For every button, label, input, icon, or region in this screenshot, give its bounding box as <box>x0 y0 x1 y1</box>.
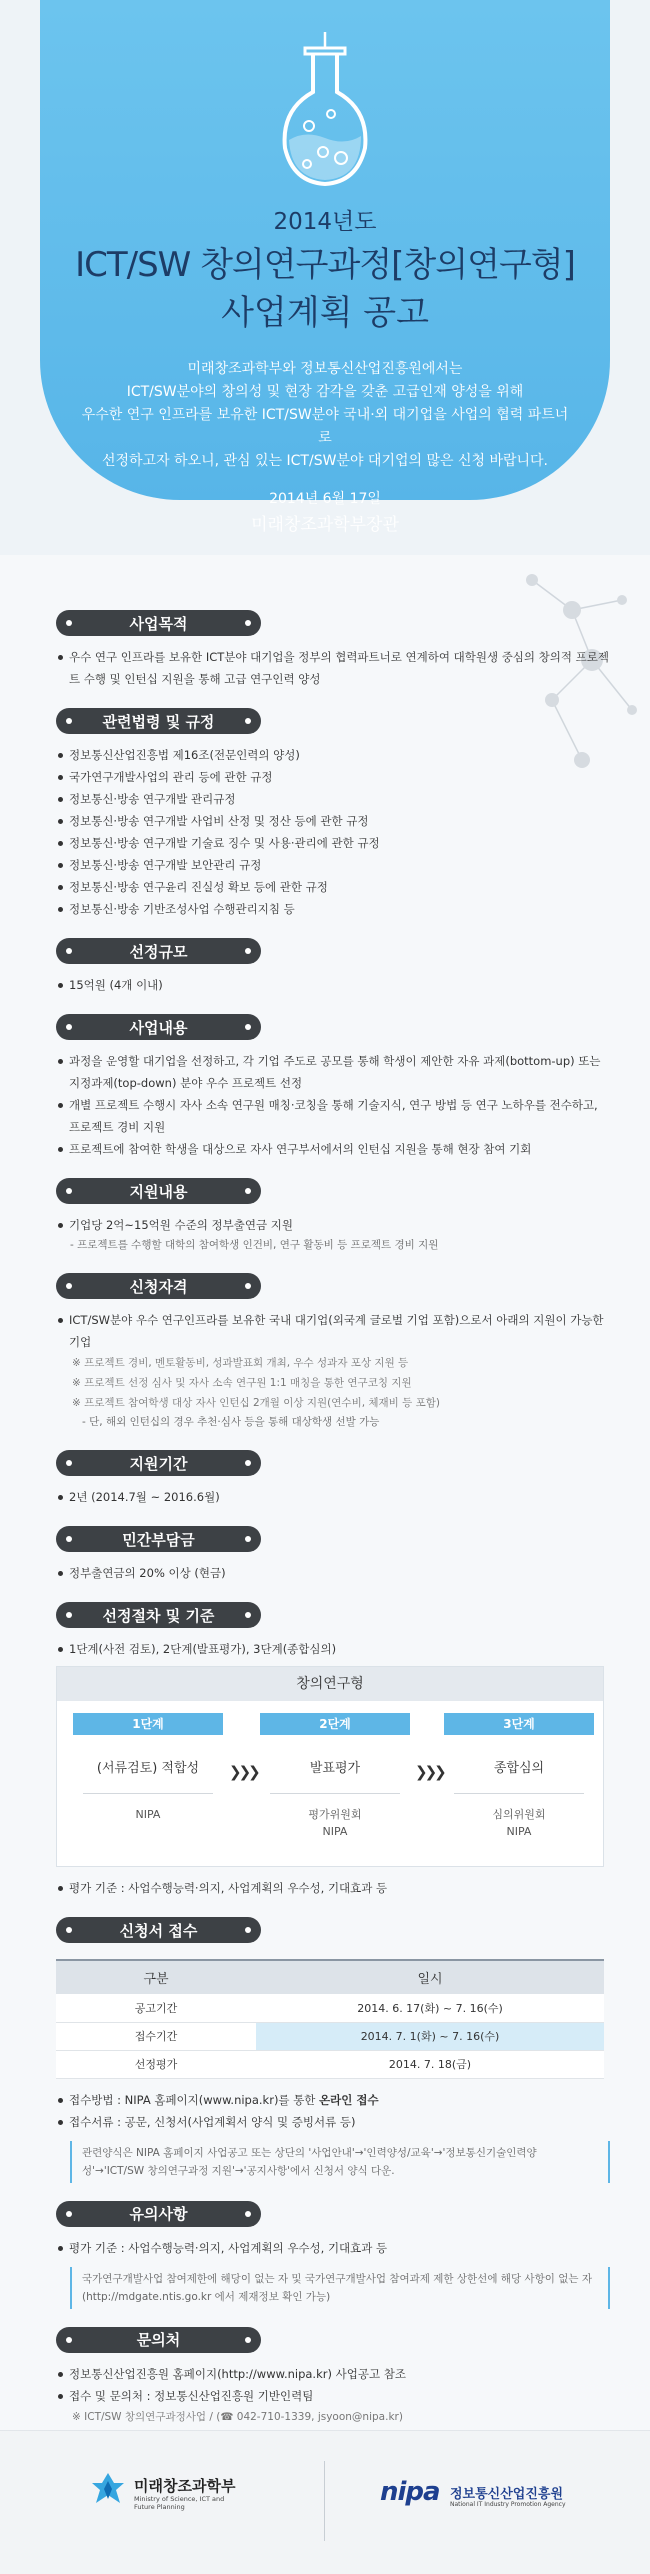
footer <box>0 2430 650 2574</box>
arrow-icon: ❯❯❯ <box>415 1763 444 1781</box>
section-header <box>56 938 261 964</box>
list-item: 15억원 (4개 이내) <box>56 974 610 996</box>
method-emphasis: 온라인 접수 <box>319 2092 379 2107</box>
section-title: 신청서 접수 <box>119 1921 198 1940</box>
intro-text <box>80 358 570 473</box>
table-row <box>56 2050 604 2078</box>
nipa-name: 정보통신산업진흥원 <box>450 2487 564 2502</box>
list-item: 국가연구개발사업의 관리 등에 관한 규정 <box>56 766 610 788</box>
process-diagram <box>56 1666 604 1867</box>
list-item: 2년 (2014.7월 ~ 2016.6월) <box>56 1486 610 1508</box>
stage-name: 종합심의 <box>493 1761 545 1776</box>
list-item <box>56 2089 610 2111</box>
section-contact <box>56 2327 610 2427</box>
section-title: 지원기간 <box>129 1454 188 1473</box>
bracket-note: 관련양식은 NIPA 홈페이지 사업공고 또는 상단의 '사업안내'→'인력양성/교육'→'정보통신기술인력양성'→'ICT/SW 창의연구과정 지원'→'공지사항'에서 신청서 양식 다운. <box>70 2141 610 2183</box>
process-row <box>57 1701 603 1866</box>
list-item: 접수서류 : 공문, 신청서(사업계획서 양식 및 증빙서류 등) <box>56 2111 610 2133</box>
stage-3 <box>444 1713 594 1840</box>
table-cell: 2014. 7. 18(금) <box>256 2050 604 2078</box>
section-content <box>56 1014 610 1160</box>
section-title: 문의처 <box>136 2331 181 2349</box>
notice-subtitle: 사업계획 공고 <box>221 293 429 333</box>
table-header: 구분 <box>56 1960 256 1994</box>
section-header <box>56 1526 261 1552</box>
notice-date: 2014년 6월 17일 <box>269 491 381 507</box>
sub-note: - 단, 해외 인턴십의 경우 추천·심사 등을 통해 대상학생 선발 가능 <box>82 1416 380 1428</box>
stage-number: 2단계 <box>260 1713 410 1735</box>
stage-org: 심의위원회 NIPA <box>492 1808 546 1838</box>
section-header <box>56 1273 261 1299</box>
list-item: 프로젝트에 참여한 학생을 대상으로 자사 연구부서에서의 인턴십 지원을 통해 현장 참여 기회 <box>56 1138 610 1160</box>
stage-2 <box>260 1713 410 1840</box>
hero-section <box>0 0 650 555</box>
list-item: 개별 프로젝트 수행시 자사 소속 연구원 매칭·코칭을 통해 기술지식, 연구 방법 등 연구 노하우를 전수하고, 프로젝트 경비 지원 <box>56 1094 610 1138</box>
table-cell: 선정평가 <box>56 2050 256 2078</box>
msip-emblem-icon <box>90 2471 126 2507</box>
list-item: 접수 및 문의처 : 정보통신산업진흥원 기반인력팀 <box>56 2385 610 2407</box>
section-laws <box>56 708 610 920</box>
section-purpose <box>56 610 610 690</box>
list-item: 정보통신·방송 기반조성사업 수행관리지침 등 <box>56 898 610 920</box>
section-header <box>56 2201 261 2227</box>
list-item: 평가 기준 : 사업수행능력·의지, 사업계획의 우수성, 기대효과 등 <box>56 2237 610 2259</box>
section-title: 유의사항 <box>129 2205 188 2223</box>
hero-banner <box>40 0 610 535</box>
table-cell: 접수기간 <box>56 2022 256 2050</box>
list-item: 정보통신·방송 연구개발 보안관리 규정 <box>56 854 610 876</box>
section-eligibility <box>56 1273 610 1432</box>
section-title: 선정절차 및 기준 <box>102 1606 215 1625</box>
table-cell: 2014. 6. 17(화) ~ 7. 16(수) <box>256 1994 604 2022</box>
note: ※ 프로젝트 경비, 멘토활동비, 성과발표회 개최, 우수 성과자 포상 지원 등 <box>72 1357 409 1369</box>
intro-line: 선정하고자 하오니, 관심 있는 ICT/SW분야 대기업의 많은 신청 바랍니다. <box>101 453 549 469</box>
intro-line: 우수한 연구 인프라를 보유한 ICT/SW분야 국내·외 대기업을 사업의 협력 파트너로 <box>81 407 569 446</box>
section-title: 선정규모 <box>129 942 188 961</box>
section-header <box>56 1450 261 1476</box>
list-item: 정보통신·방송 연구윤리 진실성 확보 등에 관한 규정 <box>56 876 610 898</box>
nipa-wordmark: nipa <box>380 2477 440 2507</box>
section-selection <box>56 1602 610 1899</box>
stage-1 <box>73 1713 223 1823</box>
contact-note: ※ ICT/SW 창의연구과정사업 / (☎ 042-710-1339, jsyoon@nipa.kr) <box>72 2410 403 2423</box>
intro-line: ICT/SW분야의 창의성 및 현장 감각을 갖춘 고급인재 양성을 위해 <box>126 384 524 400</box>
section-title: 지원내용 <box>129 1182 188 1201</box>
section-scale <box>56 938 610 996</box>
section-title: 사업내용 <box>129 1018 188 1037</box>
notice-signer: 미래창조과학부장관 <box>251 515 399 535</box>
table-row <box>56 1994 604 2022</box>
section-header <box>56 1602 261 1628</box>
table-cell: 2014. 7. 1(화) ~ 7. 16(수) <box>256 2022 604 2050</box>
nipa-english-name: National IT Industry Promotion Agency <box>450 2501 566 2508</box>
list-item: 정보통신·방송 연구개발 사업비 산정 및 정산 등에 관한 규정 <box>56 810 610 832</box>
list-item: ICT/SW분야 우수 연구인프라를 보유한 국내 대기업(외국계 글로벌 기업 포함)으로서 아래의 지원이 가능한 기업 <box>56 1309 610 1353</box>
intro-line: 미래창조과학부와 정보통신산업진흥원에서는 <box>187 361 463 377</box>
msip-name: 미래창조과학부 <box>134 2477 236 2495</box>
stage-number: 3단계 <box>444 1713 594 1735</box>
section-header <box>56 1178 261 1204</box>
section-support <box>56 1178 610 1255</box>
section-title: 민간부담금 <box>122 1530 195 1549</box>
stage-name: (서류검토) 적합성 <box>96 1761 200 1776</box>
list-item: 기업당 2억~15억원 수준의 정부출연금 지원 <box>56 1214 610 1236</box>
note: ※ 프로젝트 선정 심사 및 자사 소속 연구원 1:1 매칭을 통한 연구코칭 지원 <box>72 1377 412 1389</box>
msip-english-name: Ministry of Science, ICT and Future Planning <box>134 2495 225 2511</box>
table-cell: 공고기간 <box>56 1994 256 2022</box>
list-item: 평가 기준 : 사업수행능력·의지, 사업계획의 우수성, 기대효과 등 <box>56 1877 610 1899</box>
table-header: 일시 <box>256 1960 604 1994</box>
method-text: 접수방법 : NIPA 홈페이지(www.nipa.kr)를 통한 <box>69 2092 320 2107</box>
table-row <box>56 2022 604 2050</box>
sub-note: - 프로젝트를 수행할 대학의 참여학생 인건비, 연구 활동비 등 프로젝트 경비 지원 <box>70 1239 439 1251</box>
section-period <box>56 1450 610 1508</box>
section-header <box>56 1014 261 1040</box>
list-item: 정보통신·방송 연구개발 관리규정 <box>56 788 610 810</box>
section-header <box>56 708 261 734</box>
section-header <box>56 1917 261 1943</box>
stage-org: 평가위원회 NIPA <box>308 1808 362 1838</box>
section-title: 신청자격 <box>129 1277 188 1296</box>
section-title: 관련법령 및 규정 <box>102 712 215 731</box>
bracket-note: 국가연구개발사업 참여제한에 해당이 없는 자 및 국가연구개발사업 참여과제 제한 상한선에 해당 사항이 없는 자 (http://mdgate.ntis.go.kr 에서 제재정보 확인 가능) <box>70 2267 610 2309</box>
section-caution <box>56 2201 610 2309</box>
list-item: 정보통신산업진흥원 홈페이지(http://www.nipa.kr) 사업공고 참조 <box>56 2363 610 2385</box>
schedule-table <box>56 1959 604 2079</box>
note: ※ 프로젝트 참여학생 대상 자사 인턴십 2개월 이상 지원(연수비, 체재비 등 포함) <box>72 1397 441 1409</box>
stage-org: NIPA <box>135 1808 161 1821</box>
section-application <box>56 1917 610 2183</box>
section-header <box>56 610 261 636</box>
notice-year: 2014년도 <box>273 209 377 235</box>
footer-divider <box>324 2461 325 2541</box>
stage-number: 1단계 <box>73 1713 223 1735</box>
section-title: 사업목적 <box>129 614 188 633</box>
section-header <box>56 2327 261 2353</box>
flask-icon <box>275 30 375 190</box>
content <box>0 610 650 2445</box>
list-item: 정보통신·방송 연구개발 기술료 징수 및 사용·관리에 관한 규정 <box>56 832 610 854</box>
section-matching <box>56 1526 610 1584</box>
list-item: 1단계(사전 검토), 2단계(발표평가), 3단계(종합심의) <box>56 1638 610 1660</box>
stage-name: 발표평가 <box>309 1761 361 1776</box>
list-item: 정보통신산업진흥법 제16조(전문인력의 양성) <box>56 744 610 766</box>
process-title: 창의연구형 <box>57 1667 603 1701</box>
notice-title: ICT/SW 창의연구과정[창의연구형] <box>75 245 575 285</box>
list-item: 우수 연구 인프라를 보유한 ICT분야 대기업을 정부의 협력파트너로 연계하여 대학원생 중심의 창의적 프로젝트 수행 및 인턴십 지원을 통해 고급 연구인력 양성 <box>56 646 610 690</box>
list-item: 정부출연금의 20% 이상 (현금) <box>56 1562 610 1584</box>
list-item: 과정을 운영할 대기업을 선정하고, 각 기업 주도로 공모를 통해 학생이 제안한 자유 과제(bottom-up) 또는 지정과제(top-down) 분야 우수 프로젝트 선정 <box>56 1050 610 1094</box>
arrow-icon: ❯❯❯ <box>229 1763 258 1781</box>
